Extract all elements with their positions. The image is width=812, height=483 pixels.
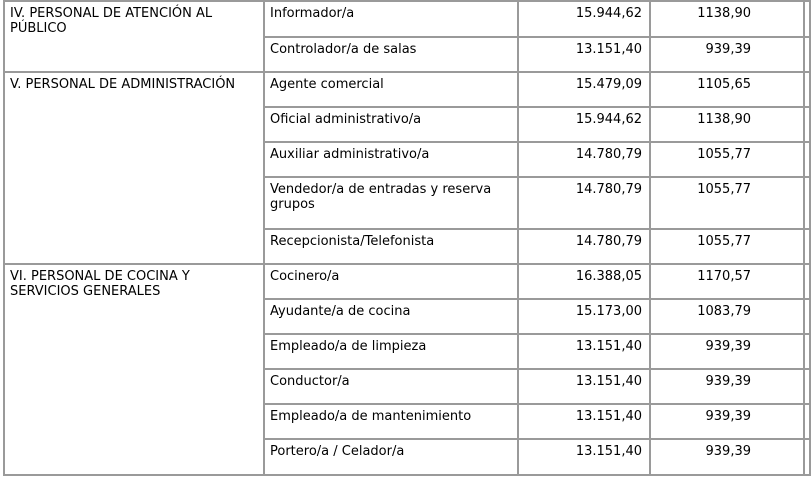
monthly-salary-cell: 1138,90: [650, 1, 804, 37]
job-title-cell: Oficial administrativo/a: [264, 107, 518, 142]
annual-salary-cell: 13.151,40: [518, 439, 650, 475]
monthly-salary-cell: 939,39: [650, 369, 804, 404]
annual-salary-cell: 14.780,79: [518, 177, 650, 229]
monthly-salary-cell: 939,39: [650, 37, 804, 72]
edge-cell: [804, 1, 810, 37]
monthly-salary-cell: 1105,65: [650, 72, 804, 107]
monthly-salary-cell: 1055,77: [650, 142, 804, 177]
monthly-salary-cell: 1138,90: [650, 107, 804, 142]
annual-salary-cell: 15.479,09: [518, 72, 650, 107]
job-title-cell: Recepcionista/Telefonista: [264, 229, 518, 264]
monthly-salary-cell: 939,39: [650, 404, 804, 439]
salary-table-body: [4, 1, 810, 475]
annual-salary-cell: 14.780,79: [518, 142, 650, 177]
job-title-cell: Empleado/a de limpieza: [264, 334, 518, 369]
table-row: [4, 264, 810, 299]
job-title-cell: Controlador/a de salas: [264, 37, 518, 72]
job-title-cell: Cocinero/a: [264, 264, 518, 299]
annual-salary-cell: 13.151,40: [518, 369, 650, 404]
annual-salary-cell: 15.173,00: [518, 299, 650, 334]
annual-salary-cell: 15.944,62: [518, 1, 650, 37]
job-title-cell: Agente comercial: [264, 72, 518, 107]
monthly-salary-cell: 1055,77: [650, 229, 804, 264]
edge-cell: [804, 72, 810, 107]
edge-cell: [804, 334, 810, 369]
monthly-salary-cell: 1083,79: [650, 299, 804, 334]
edge-cell: [804, 107, 810, 142]
annual-salary-cell: 13.151,40: [518, 404, 650, 439]
annual-salary-cell: 15.944,62: [518, 107, 650, 142]
monthly-salary-cell: 939,39: [650, 334, 804, 369]
category-cell: V. PERSONAL DE ADMINISTRACIÓN: [4, 72, 264, 264]
category-cell: IV. PERSONAL DE ATENCIÓN AL PÚBLICO: [4, 1, 264, 72]
monthly-salary-cell: 939,39: [650, 439, 804, 475]
job-title-cell: Informador/a: [264, 1, 518, 37]
edge-cell: [804, 299, 810, 334]
edge-cell: [804, 439, 810, 475]
salary-table: [3, 0, 811, 476]
job-title-cell: Portero/a / Celador/a: [264, 439, 518, 475]
job-title-cell: Auxiliar administrativo/a: [264, 142, 518, 177]
job-title-cell: Conductor/a: [264, 369, 518, 404]
edge-cell: [804, 142, 810, 177]
table-row: [4, 1, 810, 37]
job-title-cell: Vendedor/a de entradas y reserva grupos: [264, 177, 518, 229]
monthly-salary-cell: 1170,57: [650, 264, 804, 299]
table-row: [4, 72, 810, 107]
edge-cell: [804, 229, 810, 264]
edge-cell: [804, 264, 810, 299]
monthly-salary-cell: 1055,77: [650, 177, 804, 229]
annual-salary-cell: 13.151,40: [518, 37, 650, 72]
job-title-cell: Empleado/a de mantenimiento: [264, 404, 518, 439]
annual-salary-cell: 13.151,40: [518, 334, 650, 369]
edge-cell: [804, 404, 810, 439]
job-title-cell: Ayudante/a de cocina: [264, 299, 518, 334]
category-cell: VI. PERSONAL DE COCINA Y SERVICIOS GENERALES: [4, 264, 264, 475]
annual-salary-cell: 14.780,79: [518, 229, 650, 264]
edge-cell: [804, 369, 810, 404]
annual-salary-cell: 16.388,05: [518, 264, 650, 299]
edge-cell: [804, 177, 810, 229]
edge-cell: [804, 37, 810, 72]
